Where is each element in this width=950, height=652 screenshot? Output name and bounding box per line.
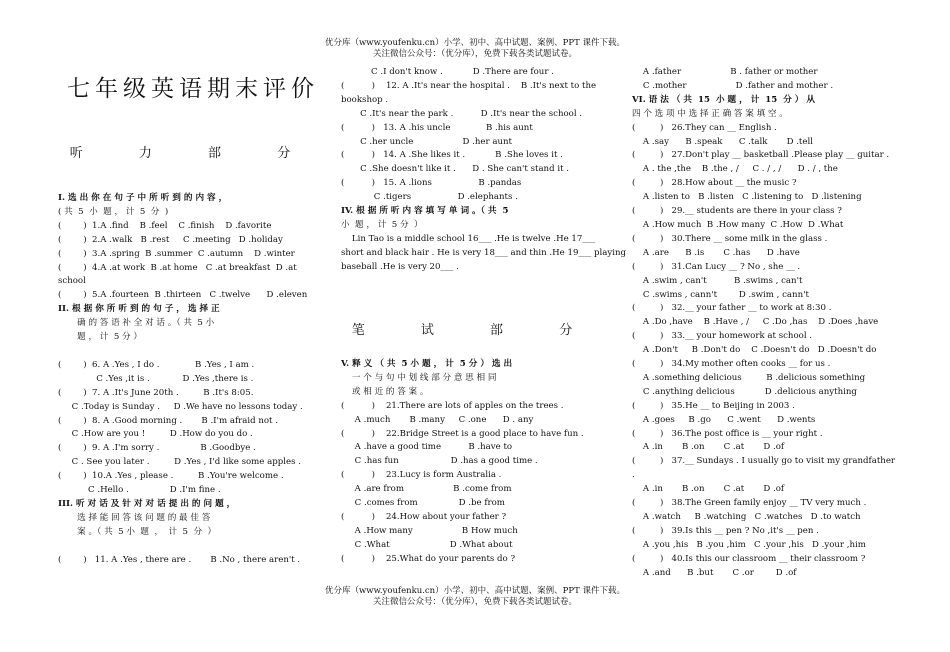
text-line: 案 。（ 共 5 小 题 ， 计 5 分 ） (58, 526, 217, 537)
text-line: ( ) 36.The post office is __ your right . (632, 428, 823, 439)
text-line: ( ) 21.There are lots of apples on the trees . (341, 400, 564, 411)
text-line: 一 个 与 句 中 划 线 部 分 意 思 相 同 (341, 372, 497, 383)
text-line: II. 根 据 你 所 听 到 的 句 子 ， 选 择 正 (58, 304, 220, 315)
text-line: school (58, 276, 86, 287)
column-middle (341, 66, 627, 567)
text-line: ( ) 2.A .walk B .rest C .meeting D .holiday (58, 234, 283, 245)
text-line: A .swim , can't B .swims , can't (632, 275, 803, 286)
text-line: A .watch B .watching C .watches D .to watch (632, 512, 861, 522)
text-line: ( ) 3.A .spring B .summer C .autumn D .winter (58, 248, 295, 259)
text-line: C .I don't know . D .There are four . (341, 67, 554, 77)
text-line: ( ) 31.Can Lucy __ ? No , she __ . (632, 261, 801, 272)
text-line (341, 344, 609, 358)
text-line: bookshop . (341, 94, 389, 105)
text-line: A .have a good time B .have to (341, 442, 513, 453)
text-line: C .mother D .father and mother . (632, 80, 834, 91)
text-line: C .She doesn't like it . D . She can't stand it . (341, 164, 569, 175)
text-line: ( ) 7. A .It's June 20th . B .It's 8:05. (58, 387, 254, 398)
text-line: A .say B .speak C .talk D .tell (632, 136, 813, 147)
text-line: C .anything delicious D .delicious anything (632, 386, 857, 397)
text-line: ( ) 8. A .Good morning . B .I'm afraid not . (58, 415, 278, 426)
text-line: 四 个 选 项 中 选 择 正 确 答 案 填 空 。 (632, 108, 788, 119)
writing-section-title: 笔 试 部 分 (351, 323, 599, 338)
text-line: A .father B . father or mother (632, 67, 818, 77)
text-line: 或 相 近 的 答 案 。 (341, 386, 429, 397)
text-line: ( ) 28.How about __ the music ? (632, 178, 797, 189)
footer-line-1: 优分库（www.youfenku.cn）小学、初中、高中试题、案例、PPT 课件下载。 (325, 586, 625, 596)
text-line: ( ) 15. A .lions B .pandas (341, 178, 522, 189)
text-line: ( ) 11. A .Yes , there are . B .No , there aren't . (58, 554, 301, 565)
text-line: C .Yes ,it is . D .Yes ,there is . (58, 373, 254, 384)
text-line: 题 ， 计 5 分 ） (58, 332, 142, 343)
text-line: . (632, 470, 635, 481)
text-line: C .Hello . D .I'm fine . (58, 485, 221, 496)
text-line: ( ) 26.They can __ English . (632, 122, 777, 133)
text-line: ( ) 34.My mother often cooks __ for us . (632, 359, 831, 370)
text-line: Lin Tao is a middle school 16___ .He is twelve .He 17___ (341, 233, 596, 244)
text-line: C .comes from D .be from (341, 498, 505, 509)
text-line: ( ) 33.__ your homework at school . (632, 331, 813, 342)
text-line: C .has fun D .has a good time . (341, 456, 538, 467)
text-line: A .something delicious B .delicious something (632, 372, 866, 383)
text-line: ( ) 27.Don't play __ basketball .Please play __ guitar . (632, 150, 890, 161)
text-line: 小 题 ， 计 5 分 ） (341, 219, 423, 230)
text-line (341, 275, 609, 289)
header-line-1: 优分库（www.youfenku.cn）小学、初中、高中试题、案例、PPT 课件下载。 (325, 38, 625, 48)
text-line: ( ) 32.__ your father __ to work at 8:30 . (632, 303, 832, 314)
text-line: ( ) 35.He __ to Beijing in 2003 . (632, 400, 795, 411)
footer-line-2: 关注微信公众号：（优分库），免费下载各类试题试卷。 (372, 597, 577, 607)
text-line (58, 345, 326, 359)
header-line-2: 关注微信公众号：（优分库），免费下载各类试题试卷。 (372, 49, 577, 59)
text-line: C . See you later . D .Yes , I'd like some apples . (58, 457, 301, 468)
text-line: C .her uncle D .her aunt (341, 136, 512, 147)
text-line: ( ) 13. A .his uncle B .his aunt (341, 122, 533, 133)
text-line: ( ) 30.There __ some milk in the glass . (632, 233, 828, 244)
text-line (341, 316, 609, 330)
text-line: ( ) 1.A .find B .feel C .finish D .favorite (58, 220, 272, 231)
text-line: baseball .He is very 20___ . (341, 261, 459, 272)
text-line: A .How many B How much (341, 525, 518, 536)
text-line (58, 540, 326, 554)
text-line: C .swims , cann't D .swim , cann't (632, 289, 809, 300)
text-line: ( ) 10.A .Yes , please . B .You're welcome . (58, 471, 284, 482)
text-line: ( ) 37.__ Sundays . I usually go to visit my grandfather (632, 456, 896, 467)
text-line: ( ) 4.A .at work B .at home C .at breakfast D .at (58, 262, 297, 273)
text-line: ( ) 14. A .She likes it . B .She loves it . (341, 150, 563, 161)
text-line: ( ) 5.A .fourteen B .thirteen C .twelve D .eleven (58, 290, 308, 301)
page-header (0, 38, 950, 60)
text-line: A .are B .is C .has D .have (632, 247, 800, 258)
text-line: A .you ,his B .you ,him C .your ,his D .your ,him (632, 539, 866, 550)
text-line: ( ) 12. A .It's near the hospital . B .It's next to the (341, 80, 597, 91)
text-line: ( ) 29.__ students are there in your class ? (632, 206, 842, 217)
listening-section-title: 听 力 部 分 (69, 146, 317, 161)
text-line: I. 选 出 你 在 句 子 中 所 听 到 的 内 容 ， (58, 193, 228, 203)
text-line: A .Don't B .Don't do C .Doesn't do D .Doesn't do (632, 345, 877, 356)
text-line: A .goes B .go C .went D .wents (632, 414, 816, 425)
text-line: A .Do ,have B .Have , / C .Do ,has D .Does ,have (632, 317, 879, 328)
text-line: ( 共 5 小 题 ， 计 5 分 ) (58, 206, 169, 217)
text-line: ( ) 6. A .Yes , I do . B .Yes , I am . (58, 359, 255, 370)
text-line: III. 听 对 话 及 针 对 对 话 提 出 的 问 题 ， (58, 498, 236, 509)
text-line: V. 释 义 （ 共 5 小 题 ， 计 5 分 ） 选 出 (341, 359, 513, 370)
text-line: ( ) 39.Is this __ pen ? No ,it's __ pen . (632, 525, 819, 536)
exam-title: 七年级英语期末评价 (67, 76, 319, 102)
page-footer (0, 586, 950, 608)
text-line: ( ) 38.The Green family enjoy __ TV very much . (632, 498, 867, 509)
text-line: ( ) 40.Is this our classroom __ their classroom ? (632, 553, 866, 564)
text-line: ( ) 25.What do your parents do ? (341, 553, 516, 564)
text-line: A .in B .on C .at D .of (632, 484, 785, 495)
text-line: C .What D .What about (341, 539, 513, 550)
column-left (58, 192, 326, 567)
text-line: short and black hair . He is very 18___ and thin .He 19___ playing (341, 247, 627, 258)
text-line: A .and B .but C .or D .of (632, 567, 797, 578)
text-line: IV. 根 据 所 听 内 容 填 写 单 词 。（ 共 5 (341, 206, 509, 217)
text-line: C .It's near the park . D .It's near the school . (341, 108, 583, 119)
text-line: C .tigers D .elephants . (341, 192, 518, 203)
text-line (341, 289, 609, 303)
text-line: A .much B .many C .one D . any (341, 414, 534, 425)
column-right (632, 66, 900, 581)
text-line: A .are from B .come from (341, 484, 512, 495)
text-line: A .in B .on C .at D .of (632, 442, 785, 453)
text-line: A .How much B .How many C .How D .What (632, 219, 844, 230)
text-line: ( ) 9. A .I'm sorry . B .Goodbye . (58, 443, 256, 454)
text-line (341, 302, 609, 316)
text-line: 选 择 能 回 答 该 问 题 的 最 佳 答 (58, 512, 211, 523)
text-line: ( ) 22.Bridge Street is a good place to have fun . (341, 428, 584, 439)
text-line: ( ) 24.How about your father ? (341, 512, 507, 522)
text-line: A .listen to B .listen C .listening to D .listening (632, 192, 862, 203)
text-line: C .How are you ! D .How do you do . (58, 429, 253, 440)
text-line: ( ) 23.Lucy is form Australia . (341, 470, 502, 481)
text-line: VI. 语 法 （ 共 15 小 题 ， 计 15 分 ） 从 (632, 94, 815, 105)
text-line (341, 330, 609, 344)
text-line: A . the ,the B .the , / C . / , / D . / , the (632, 164, 838, 175)
text-line: C .Today is Sunday . D .We have no lessons today . (58, 401, 303, 412)
text-line: 确 的 答 语 补 全 对 话 。（ 共 5 小 (58, 318, 215, 329)
